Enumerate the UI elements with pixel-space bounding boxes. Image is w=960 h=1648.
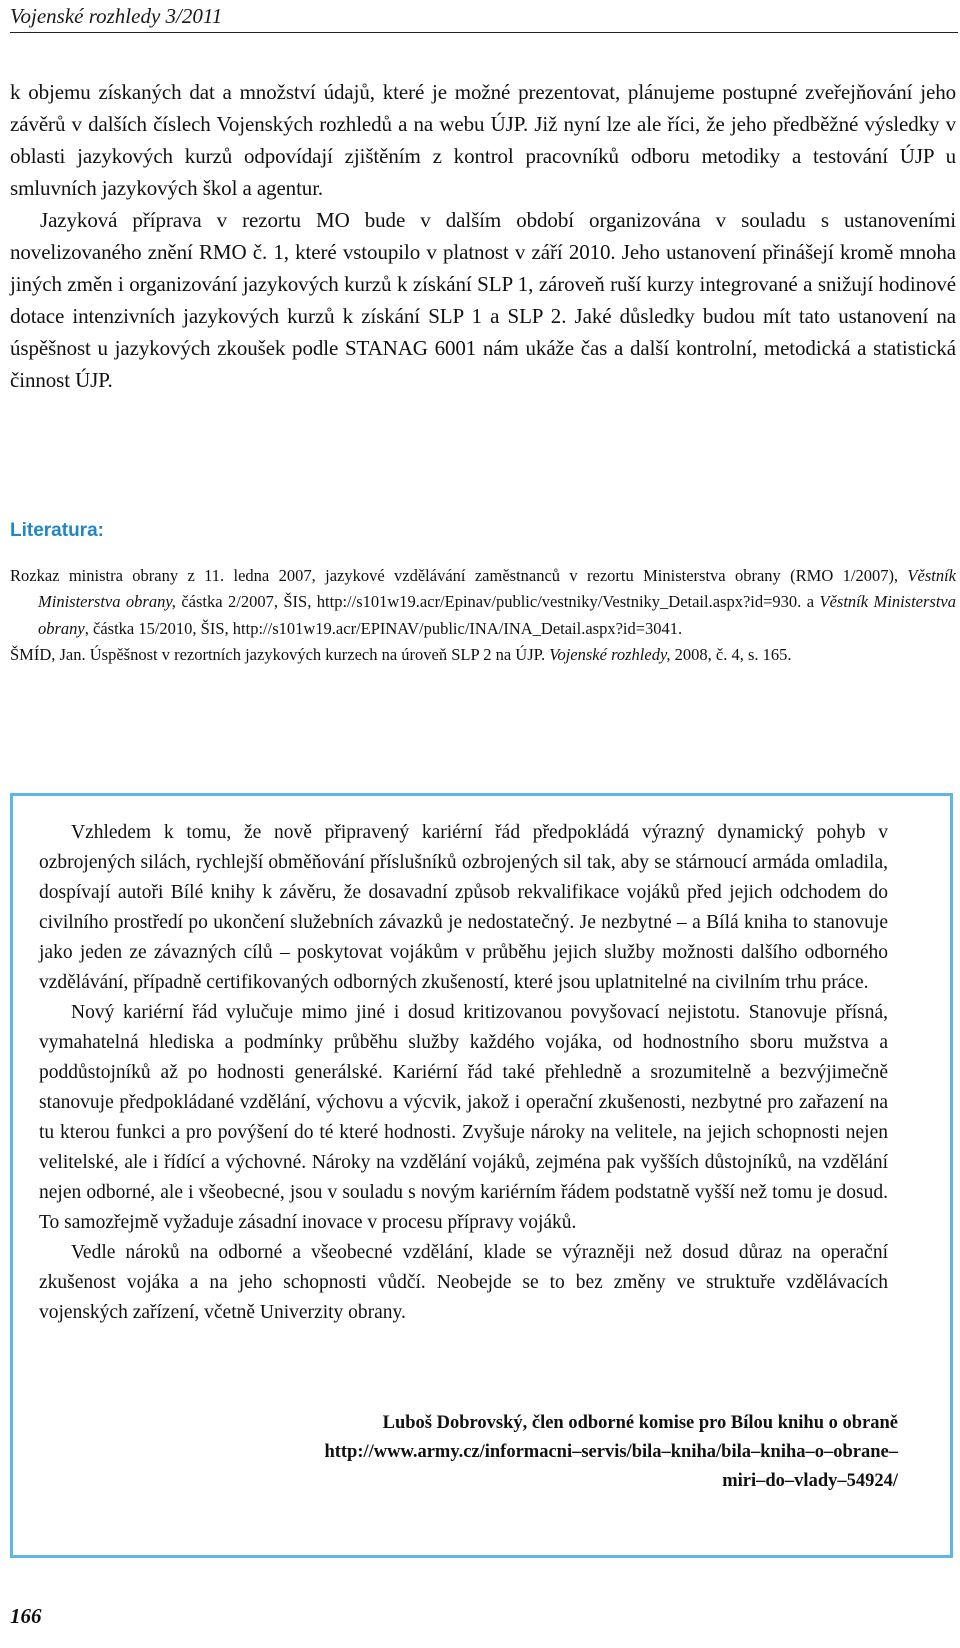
reference-item (10, 642, 956, 668)
box-paragraph: Vzhledem k tomu, že nově připravený kariérní řád předpokládá výrazný dynamický pohyb v ozbrojených silách, rychlejší obměňování příslušníků ozbrojených sil tak, aby se stárnoucí armáda omladila, dospívají autoři Bílé knihy k závěru, že dosavadní způsob rekvalifikace vojáků před jejich odchodem do civilního prostředí po ukončení služebních závazků je nedostatečný. Je nezbytné – a Bílá kniha to stanovuje jako jeden ze závazných cílů – poskytovat vojákům v průběhu jejich služby možnosti dalšího odborného vzdělávání, případně certifikovaných odborných zkušeností, které jsou uplatnitelné na civilním trhu práce. (39, 822, 888, 993)
reference-item (10, 563, 956, 642)
ref-text: Rozkaz ministra obrany z 11. ledna 2007, jazykové vzdělávání zaměstnanců v rezortu Ministerstva obrany (RMO 1/2007), (10, 566, 908, 585)
signature-url: http://www.army.cz/informacni–servis/bila–kniha/bila–kniha–o–obrane– (324, 1442, 898, 1462)
ref-text: ŠMÍD, Jan. Úspěšnost v rezortních jazykových kurzech na úroveň SLP 2 na ÚJP. (10, 645, 550, 665)
ref-italic: Věstník Ministerstva obrany (38, 592, 956, 638)
literature-heading: Literatura: (10, 520, 104, 541)
ref-text: , částka 15/2010, ŠIS, http://s101w19.acr/EPINAV/public/INA/INA_Detail.aspx?id=3041. (84, 618, 683, 638)
reference-list (10, 563, 956, 669)
page-number: 166 (10, 1604, 42, 1628)
box-paragraph: Vedle nároků na odborné a všeobecné vzdělání, klade se výrazněji než dosud důraz na operační zkušenost vojáka a na jeho schopnosti vůdčí. Neobejde se to bez změny ve struktuře vzdělávacích vojenských zařízení, včetně Univerzity obrany. (39, 1242, 888, 1323)
journal-title: Vojenské rozhledy 3/2011 (10, 4, 223, 28)
body-paragraph: Jazyková příprava v rezortu MO bude v dalším období organizována v souladu s ustanoveními novelizovaného znění RMO č. 1, které vstoupilo v platnost v září 2010. Jeho ustanovení přinášejí kromě mnoha jiných změn i organizování jazykových kurzů k získání SLP 1, zároveň ruší kurzy integrované a snižují hodinové dotace intenzivních jazykových kurzů k získání SLP 1 a SLP 2. Jaké důsledky budou mít tato ustanovení na úspěšnost u jazykových zkoušek podle STANAG 6001 nám ukáže čas a další kontrolní, metodická a statistická činnost ÚJP. (10, 208, 956, 392)
ref-italic: Věstník Ministerstva obrany, (38, 566, 956, 612)
ref-italic: Vojenské rozhledy, (549, 645, 671, 665)
sidebar-box (10, 793, 953, 1558)
running-header (10, 4, 958, 33)
box-body (39, 818, 888, 1328)
box-signature (324, 1409, 898, 1496)
signature-url: miri–do–vlady–54924/ (722, 1471, 898, 1491)
article-body (10, 76, 956, 396)
ref-text: 2008, č. 4, s. 165. (670, 645, 792, 665)
body-paragraph: k objemu získaných dat a množství údajů, které je možné prezentovat, plánujeme postupné zveřejňování jeho závěrů v dalších číslech Vojenských rozhledů a na webu ÚJP. Již nyní lze ale říci, že jeho předběžné výsledky v oblasti jazykových kurzů odpovídají zjištěním z kontrol pracovníků odboru metodiky a testování ÚJP u smluvních jazykových škol a agentur. (10, 80, 956, 200)
box-paragraph: Nový kariérní řád vylučuje mimo jiné i dosud kritizovanou povyšovací nejistotu. Stanovuje přísná, vymahatelná hlediska a podmínky průběhu služby každého vojáka, od hodnostního sboru mužstva a poddůstojníků až po hodnosti generálské. Kariérní řád také přehledně a srozumitelně a bezvýjimečně stanovuje předpokládané vzdělání, výchovu a výcvik, jakož i operační zkušenosti, nezbytné pro zařazení na tu kterou funkci a pro povýšení do té které hodnosti. Zvyšuje nároky na velitele, na jejich schopnosti nejen velitelské, ale i řídící a výchovné. Nároky na vzdělání vojáků, zejména pak vyšších důstojníků, na vzdělání nejen odborné, ale i všeobecné, jsou v souladu s novým kariérním řádem podstatně vyšší než tomu je dosud. To samozřejmě vyžaduje zásadní inovace v procesu přípravy vojáků. (39, 1002, 888, 1233)
ref-text: částka 2/2007, ŠIS, http://s101w19.acr/Epinav/public/vestniky/Vestniky_Detail.aspx?id=930. a (175, 592, 820, 612)
signature-author: Luboš Dobrovský, člen odborné komise pro Bílou knihu o obraně (382, 1413, 898, 1433)
